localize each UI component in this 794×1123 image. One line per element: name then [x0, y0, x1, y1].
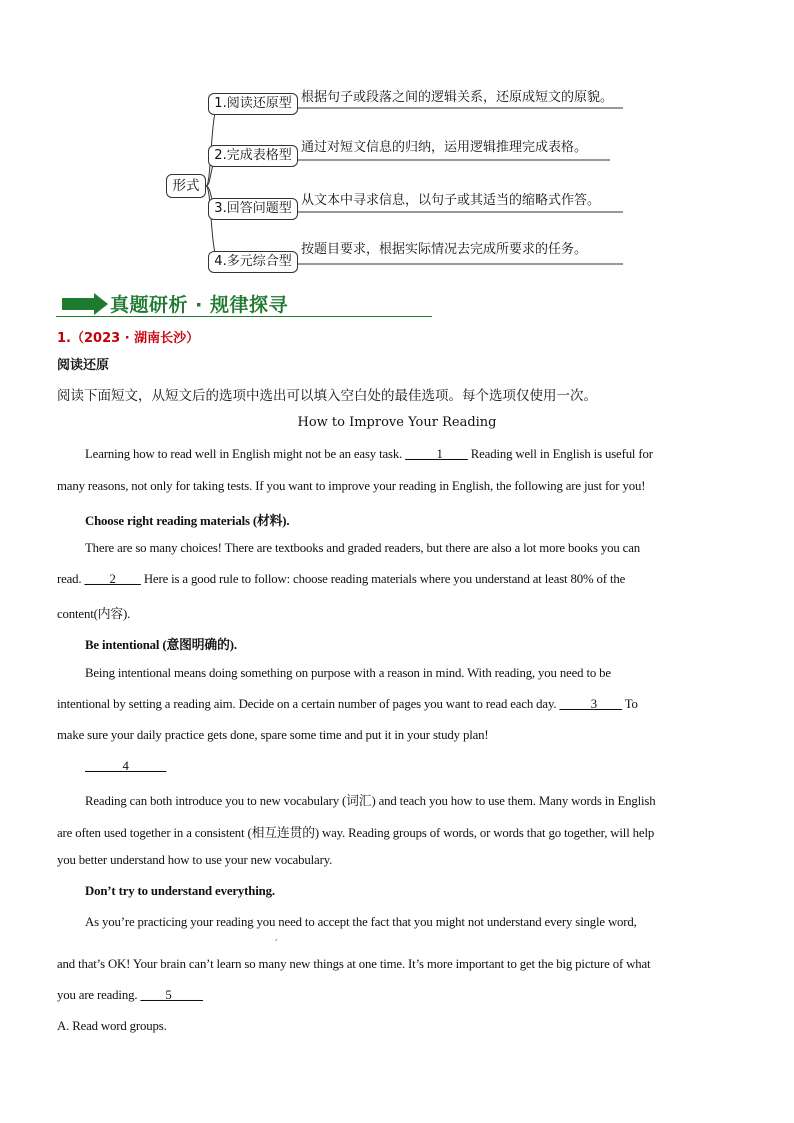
question-instruction: 阅读下面短文，从短文后的选项中选出可以填入空白处的最佳选项。每个选项仅使用一次。 [57, 388, 597, 404]
passage-heading: Be intentional (意图明确的). [85, 638, 237, 652]
section-underline [56, 316, 432, 317]
passage-heading: Choose right reading materials (材料). [85, 514, 290, 528]
section-arrow-icon [94, 293, 108, 315]
branch-answer-questions: 3.回答问题型 [208, 198, 298, 220]
passage-line: Reading can both introduce you to new vocabulary (词汇) and teach you how to use them. Many words in English [85, 794, 656, 808]
passage-text: read. [57, 572, 85, 586]
blank-2: ____2____ [84, 572, 141, 586]
blank-4: ______4______ [85, 759, 167, 773]
passage-text: Reading well in English is useful for [467, 447, 653, 461]
section-header [56, 290, 432, 318]
blank-3: _____3____ [559, 697, 622, 711]
option-a: A. Read word groups. [57, 1019, 167, 1033]
passage-text: To [621, 697, 638, 711]
passage-line: make sure your daily practice gets done, spare some time and put it in your study plan! [57, 728, 489, 742]
branch-complete-table-desc: 通过对短文信息的归纳，运用逻辑推理完成表格。 [301, 140, 588, 155]
passage-heading: Don’t try to understand everything. [85, 884, 275, 898]
blank-5: ____5_____ [140, 988, 203, 1002]
branch-comprehensive: 4.多元综合型 [208, 251, 298, 273]
branch-reading-restore-desc: 根据句子或段落之间的逻辑关系，还原成短文的原貌。 [301, 90, 614, 105]
branch-answer-questions-desc: 从文本中寻求信息，以句子或其适当的缩略式作答。 [301, 193, 601, 208]
passage-line [57, 572, 625, 587]
question-number: 1.（2023 · 湖南长沙） [57, 331, 200, 346]
form-mindmap [0, 0, 794, 290]
passage-line: many reasons, not only for taking tests. If you want to improve your reading in English, the following are just for you! [57, 479, 646, 493]
passage-line [57, 697, 638, 712]
passage-line: There are so many choices! There are textbooks and graded readers, but there are also a lot more books you can [85, 541, 640, 555]
section-bar-icon [62, 298, 94, 310]
passage-title: How to Improve Your Reading [297, 415, 497, 430]
section-title: 真题研析 · 规律探寻 [110, 294, 288, 316]
passage-text: Learning how to read well in English might not be an easy task. [85, 447, 406, 461]
passage-text: intentional by setting a reading aim. Decide on a certain number of pages you want to read each day. [57, 697, 560, 711]
branch-reading-restore: 1.阅读还原型 [208, 93, 298, 115]
passage-line: and that’s OK! Your brain can’t learn so many new things at one time. It’s more important to get the big picture of what [57, 957, 651, 971]
passage-line [85, 447, 653, 462]
comma-mark: , [275, 933, 278, 942]
blank-1: _____1____ [405, 447, 468, 461]
passage-line: content(内容). [57, 607, 131, 621]
passage-line: As you’re practicing your reading you need to accept the fact that you might not understand every single word, [85, 915, 637, 929]
branch-comprehensive-desc: 按题目要求，根据实际情况去完成所要求的任务。 [301, 242, 588, 257]
passage-text: Here is a good rule to follow: choose reading materials where you understand at least 80% of the [140, 572, 626, 586]
passage-line [57, 988, 203, 1003]
passage-line: you better understand how to use your new vocabulary. [57, 853, 333, 867]
passage-line: are often used together in a consistent (相互连贯的) way. Reading groups of words, or words that go together, will help [57, 826, 655, 840]
branch-complete-table: 2.完成表格型 [208, 145, 298, 167]
mindmap-root: 形式 [166, 174, 206, 198]
passage-line: Being intentional means doing something on purpose with a reason in mind. With reading, you need to be [85, 666, 611, 680]
question-type: 阅读还原 [57, 358, 110, 373]
passage-text: you are reading. [57, 988, 141, 1002]
